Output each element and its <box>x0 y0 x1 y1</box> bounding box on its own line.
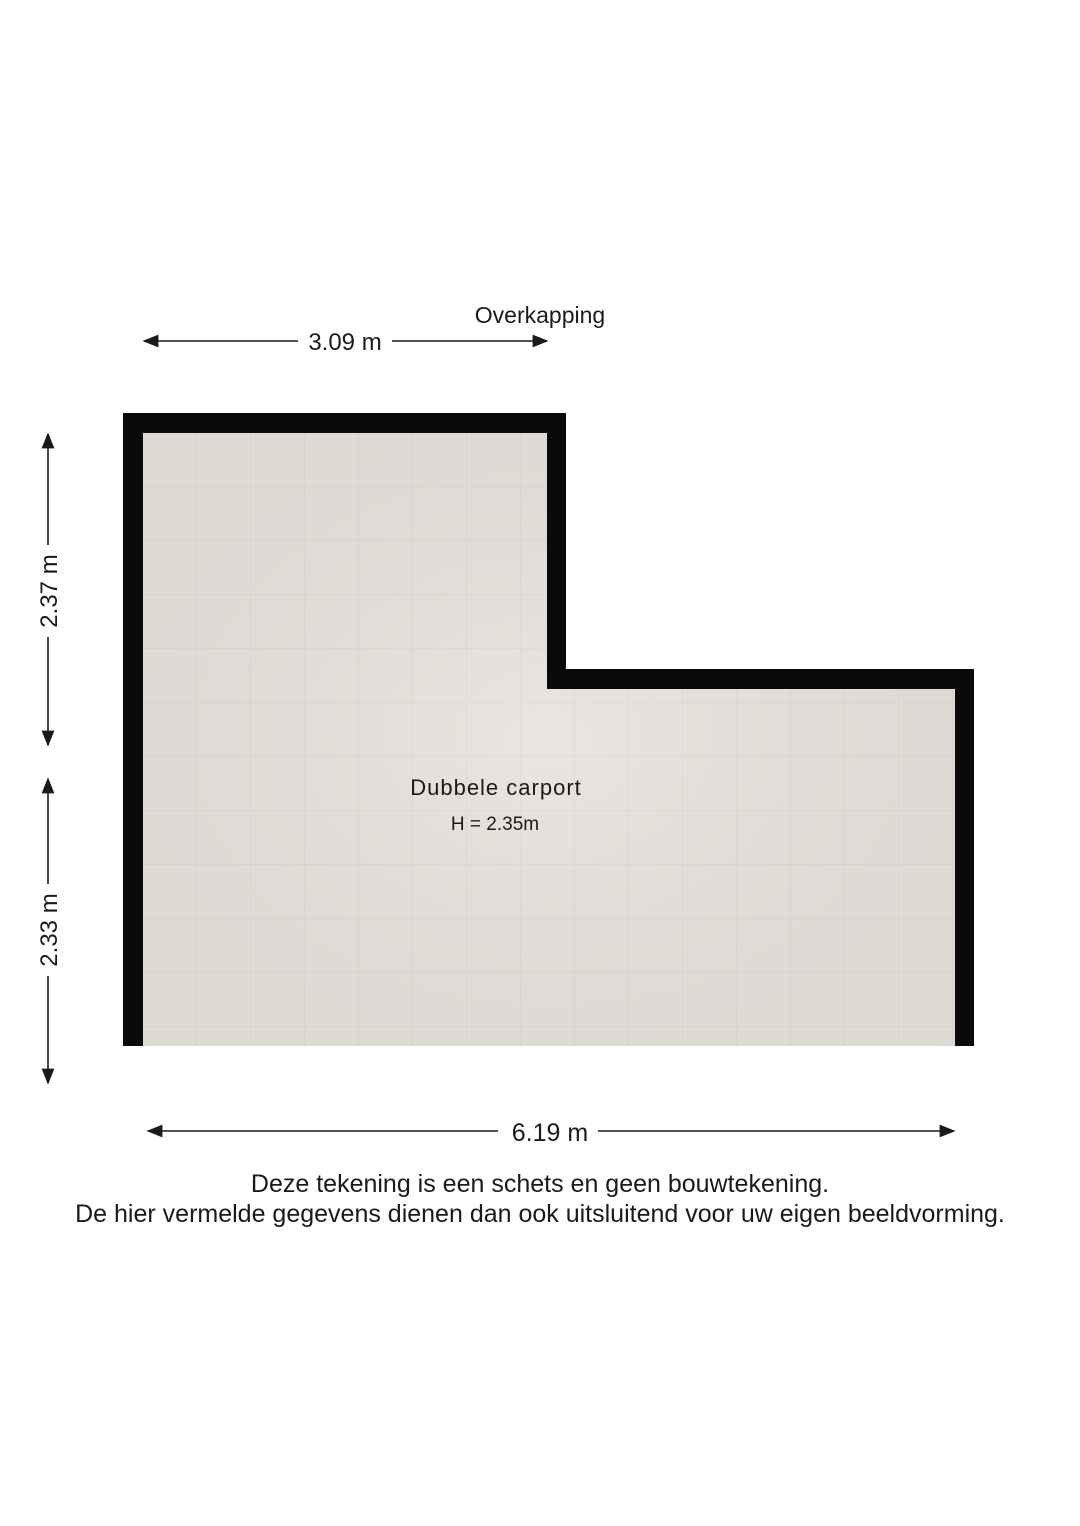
dimension-top-label: 3.09 m <box>308 329 382 356</box>
dimension-left-lower-label: 2.33 m <box>36 893 63 967</box>
dimension-left-upper-label: 2.37 m <box>36 554 63 628</box>
dimension-top-width <box>144 329 547 356</box>
floor-name: Overkapping <box>474 302 606 328</box>
dimension-left-lower <box>36 779 63 1083</box>
dimension-bottom-width <box>148 1119 954 1147</box>
wall-inner-horizontal <box>547 669 974 689</box>
dimension-left-upper <box>36 434 63 745</box>
dimension-bottom-label: 6.19 m <box>511 1119 589 1147</box>
wall-inner-vertical <box>547 413 566 689</box>
disclaimer-line-1: Deze tekening is een schets en geen bouwtekening. <box>250 1170 830 1198</box>
wall-left <box>123 413 143 1046</box>
room-name: Dubbele carport <box>410 775 582 800</box>
wall-right <box>955 669 974 1046</box>
room-height: H = 2.35m <box>450 814 540 835</box>
disclaimer-line-2: De hier vermelde gegevens dienen dan ook uitsluitend voor uw eigen beeldvorming. <box>75 1200 1005 1228</box>
wall-top <box>123 413 566 433</box>
